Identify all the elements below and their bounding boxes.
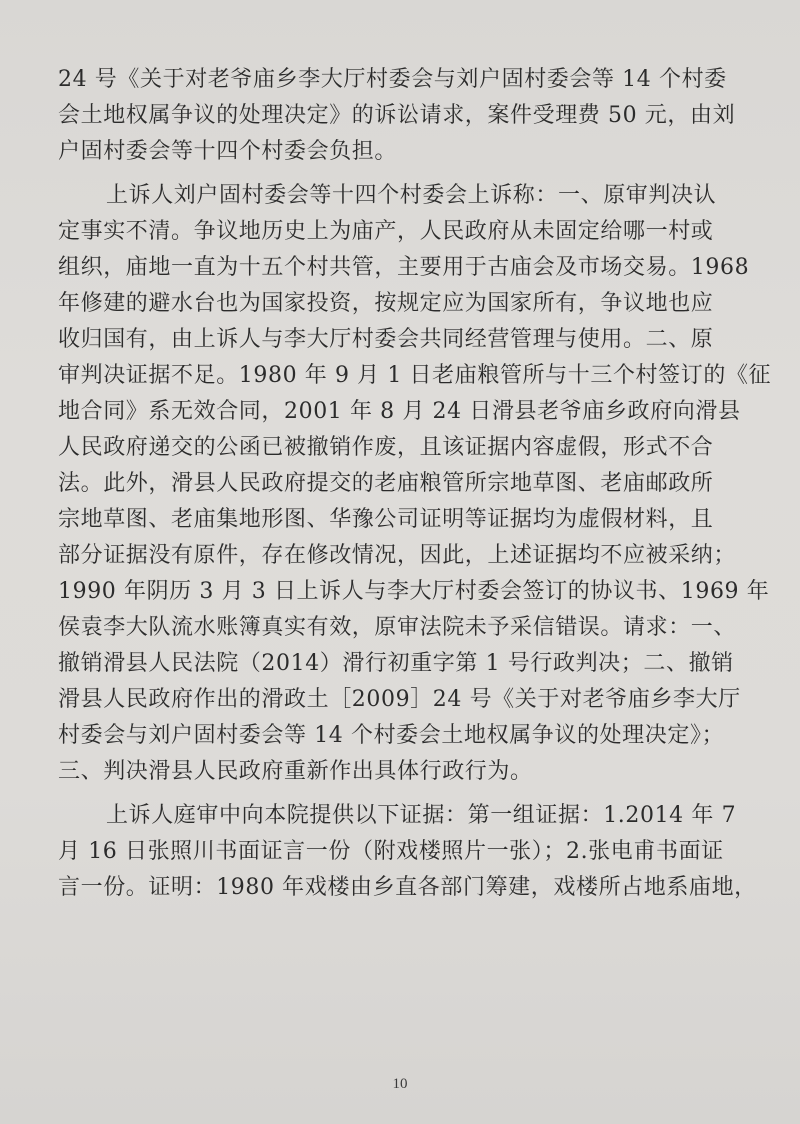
text-line: 审判决证据不足。1980 年 9 月 1 日老庙粮管所与十三个村签订的《征 xyxy=(58,363,772,388)
text-line: 地合同》系无效合同，2001 年 8 月 24 日滑县老爷庙乡政府向滑县 xyxy=(58,399,741,424)
text-line: 24 号《关于对老爷庙乡李大厅村委会与刘户固村委会等 14 个村委 xyxy=(58,67,727,92)
text-line: 组织，庙地一直为十五个村共管，主要用于古庙会及市场交易。1968 xyxy=(58,255,750,280)
text-line: 撤销滑县人民法院（2014）滑行初重字第 1 号行政判决；二、撤销 xyxy=(58,651,734,676)
text-line: 村委会与刘户固村委会等 14 个村委会土地权属争议的处理决定》； xyxy=(58,723,725,748)
paragraph-start-line: 上诉人刘户固村委会等十四个村委会上诉称：一、原审判决认 xyxy=(106,183,717,208)
text-line: 三、判决滑县人民政府重新作出具体行政行为。 xyxy=(58,759,533,784)
text-line: 收归国有，由上诉人与李大厅村委会共同经营管理与使用。二、原 xyxy=(58,327,714,352)
text-line: 滑县人民政府作出的滑政土［2009］24 号《关于对老爷庙乡李大厅 xyxy=(58,687,741,712)
text-line: 月 16 日张照川书面证言一份（附戏楼照片一张）；2.张电甫书面证 xyxy=(58,839,724,864)
text-line: 法。此外，滑县人民政府提交的老庙粮管所宗地草图、老庙邮政所 xyxy=(58,471,714,496)
text-line: 1990 年阴历 3 月 3 日上诉人与李大厅村委会签订的协议书、1969 年 xyxy=(58,579,770,604)
page-number: 10 xyxy=(392,1076,408,1092)
text-line: 宗地草图、老庙集地形图、华豫公司证明等证据均为虚假材料，且 xyxy=(58,507,714,532)
paragraph-start-line: 上诉人庭审中向本院提供以下证据：第一组证据：1.2014 年 7 xyxy=(106,803,737,828)
text-line: 年修建的避水台也为国家投资，按规定应为国家所有，争议地也应 xyxy=(58,291,714,316)
text-line: 定事实不清。争议地历史上为庙产，人民政府从未固定给哪一村或 xyxy=(58,219,714,244)
text-line: 户固村委会等十四个村委会负担。 xyxy=(58,139,398,164)
text-line: 言一份。证明：1980 年戏楼由乡直各部门筹建，戏楼所占地系庙地， xyxy=(58,875,757,900)
text-line: 会土地权属争议的处理决定》的诉讼请求，案件受理费 50 元，由刘 xyxy=(58,103,736,128)
text-line: 人民政府递交的公函已被撤销作废，且该证据内容虚假，形式不合 xyxy=(58,435,714,460)
text-line: 侯袁李大队流水账簿真实有效，原审法院未予采信错误。请求：一、 xyxy=(58,615,737,640)
text-line: 部分证据没有原件，存在修改情况，因此，上述证据均不应被采纳； xyxy=(58,543,737,568)
